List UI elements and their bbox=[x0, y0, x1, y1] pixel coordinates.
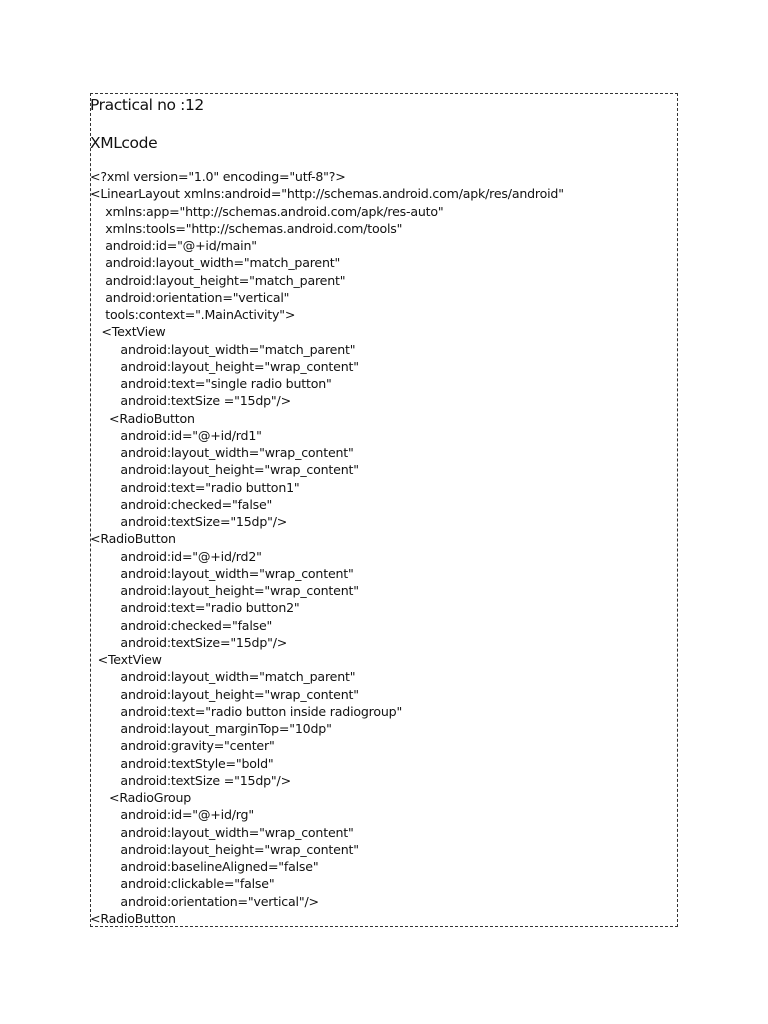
code-line: android:layout_height="wrap_content" bbox=[90, 583, 359, 598]
code-line: android:id="@+id/rg" bbox=[90, 807, 254, 823]
code-line: android:layout_width="match_parent" bbox=[90, 255, 341, 271]
code-line: android:layout_width="wrap_content" bbox=[90, 565, 354, 581]
code-line: android:layout_height="wrap_content" bbox=[90, 358, 359, 374]
code-line: android:layout_width="match_parent" bbox=[90, 669, 356, 685]
code-line: android:textSize="15dp"/> bbox=[90, 514, 288, 529]
code-line: <?xml version="1.0" encoding="utf-8"?> bbox=[90, 169, 346, 184]
code-line: xmlns:app="http://schemas.android.com/apk/res-auto" bbox=[90, 203, 444, 219]
code-line: tools:context=".MainActivity"> bbox=[90, 307, 296, 322]
code-line: <RadioButton bbox=[90, 531, 176, 547]
code-line: <RadioButton bbox=[90, 910, 176, 926]
code-line: <RadioButton bbox=[90, 410, 195, 426]
code-line: android:id="@+id/main" bbox=[90, 238, 257, 253]
code-line: android:text="radio button2" bbox=[90, 600, 300, 616]
code-line: android:layout_width="match_parent" bbox=[90, 341, 356, 357]
code-line: android:checked="false" bbox=[90, 496, 273, 512]
code-line: android:orientation="vertical"/> bbox=[90, 893, 319, 909]
code-line: android:clickable="false" bbox=[90, 876, 275, 892]
code-line: android:baselineAligned="false" bbox=[90, 859, 319, 874]
code-line: android:id="@+id/rd1" bbox=[90, 427, 262, 443]
code-line: <TextView bbox=[90, 652, 162, 667]
code-line: android:layout_height="wrap_content" bbox=[90, 686, 359, 702]
code-line: <LinearLayout xmlns:android="http://schemas.android.com/apk/res/android" bbox=[90, 186, 564, 202]
code-line: android:id="@+id/rd2" bbox=[90, 548, 262, 564]
code-line: <TextView bbox=[90, 324, 166, 340]
code-line: android:layout_width="wrap_content" bbox=[90, 445, 354, 460]
code-line: xmlns:tools="http://schemas.android.com/tools" bbox=[90, 220, 403, 236]
code-line: android:orientation="vertical" bbox=[90, 289, 290, 305]
xml-code-block bbox=[90, 168, 674, 927]
code-line: android:layout_height="wrap_content" bbox=[90, 841, 359, 857]
code-line: android:textSize ="15dp"/> bbox=[90, 772, 291, 788]
code-line: android:textSize ="15dp"/> bbox=[90, 393, 291, 409]
code-line: android:layout_marginTop="10dp" bbox=[90, 721, 332, 736]
code-line: android:text="radio button inside radiogroup" bbox=[90, 703, 403, 719]
code-line: android:textStyle="bold" bbox=[90, 755, 274, 771]
code-line: android:text="single radio button" bbox=[90, 376, 332, 391]
code-line: android:text="radio button1" bbox=[90, 479, 300, 495]
code-line: android:layout_height="wrap_content" bbox=[90, 462, 359, 478]
code-line: android:gravity="center" bbox=[90, 738, 275, 754]
code-line: <RadioGroup bbox=[90, 790, 192, 805]
code-line: android:textSize="15dp"/> bbox=[90, 634, 288, 650]
code-line: android:layout_height="match_parent" bbox=[90, 272, 346, 288]
code-line: android:checked="false" bbox=[90, 617, 273, 633]
document-title: Practical no :12 bbox=[90, 96, 204, 114]
code-line: android:layout_width="wrap_content" bbox=[90, 824, 354, 840]
document-subtitle: XMLcode bbox=[90, 134, 158, 152]
